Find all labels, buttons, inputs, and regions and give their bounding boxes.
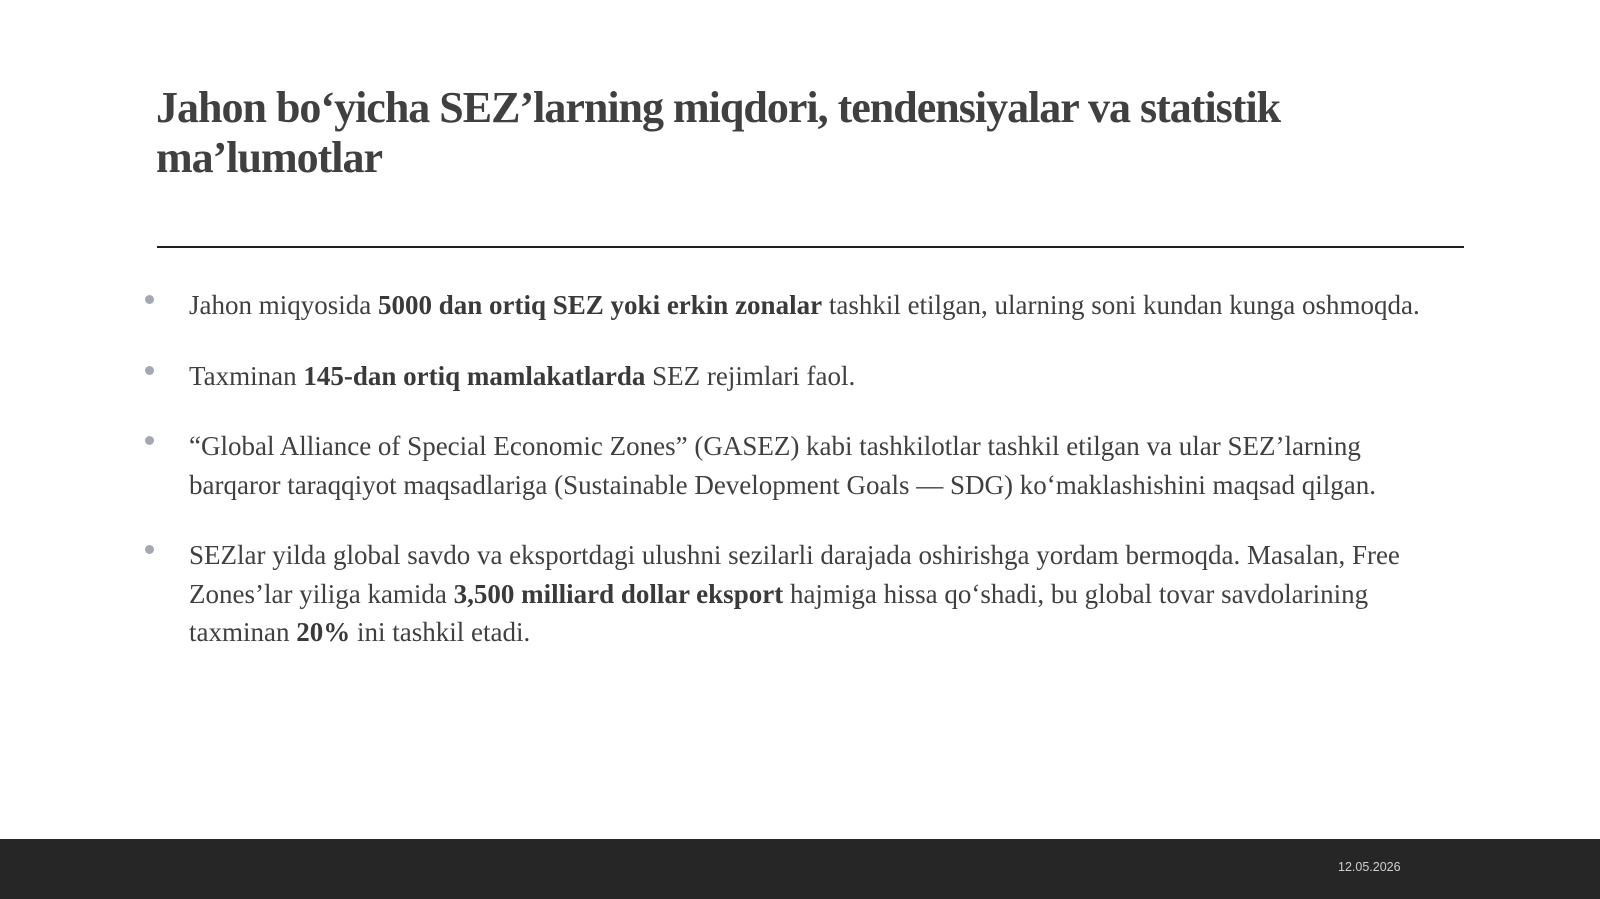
bullet-text: ini tashkil etadi. <box>350 617 531 647</box>
bullet-item-zones-count <box>140 286 1450 325</box>
bullet-text: Taxminan <box>189 360 304 391</box>
bullet-item-gasez <box>140 427 1450 504</box>
bullet-dot-icon <box>145 366 154 375</box>
bullet-dot-icon <box>145 295 154 304</box>
title-divider <box>157 246 1464 248</box>
bullet-dot-icon <box>145 545 154 554</box>
bullet-emphasis: 5000 dan ortiq SEZ yoki erkin zonalar <box>378 290 823 320</box>
bullet-text: SEZ rejimlari faol. <box>645 360 856 391</box>
footer-date: 12.05.2026 <box>1338 860 1401 874</box>
bullet-text: “Global Alliance of Special Economic Zones” (GASEZ) kabi tashkilotlar tashkil etilgan va ular SEZ’larning barqaror taraqqiyot maqsadlariga (Sustainable Development Goals — SDG) ko‘maklashishini maqsad qilgan. <box>189 431 1376 500</box>
bullet-item-exports <box>140 536 1450 652</box>
footer-bar <box>0 839 1600 899</box>
bullet-emphasis: 3,500 milliard dollar eksport <box>453 578 784 609</box>
bullet-emphasis: 145-dan ortiq mamlakatlarda <box>303 360 646 391</box>
bullet-emphasis: 20% <box>296 617 351 647</box>
bullet-text: SEZlar yilda global savdo va eksportdagi ulushni sezilarli darajada oshirishga yordam bermoqda. Masalan, Free Zones’lar yiliga kamida <box>189 540 1400 609</box>
bullet-list <box>140 286 1450 684</box>
bullet-text: Jahon miqyosida <box>189 290 378 320</box>
slide-title: Jahon bo‘yicha SEZ’larning miqdori, tendensiyalar va statistik ma’lumotlar <box>156 83 1281 182</box>
bullet-item-countries <box>140 357 1450 396</box>
bullet-dot-icon <box>145 436 154 445</box>
bullet-text: tashkil etilgan, ularning soni kundan kunga oshmoqda. <box>822 290 1420 320</box>
bullet-text: hajmiga hissa qo‘shadi, bu global tovar savdolarining taxminan <box>189 578 1369 647</box>
